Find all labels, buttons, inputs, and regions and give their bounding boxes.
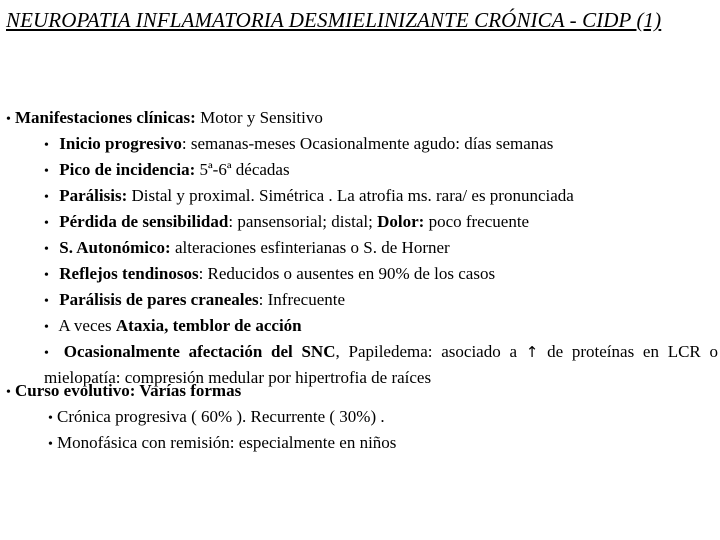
bullet-icon: •: [44, 242, 49, 257]
item-label: Ocasionalmente afectación del SNC: [63, 342, 336, 361]
item-label: Parálisis de pares craneales: [59, 290, 259, 309]
bullet-icon: •: [44, 138, 49, 153]
curso-section: [6, 379, 718, 457]
item-text: , Papiledema: asociado a: [335, 342, 526, 361]
list-item: [6, 132, 718, 158]
item-prefix: A veces: [58, 316, 116, 335]
item-label: Parálisis:: [59, 186, 128, 205]
list-item: [6, 262, 718, 288]
item-label: Ataxia, temblor de acción: [115, 316, 302, 335]
list-item: [6, 158, 718, 184]
arrow-up-icon: ↑: [525, 343, 539, 361]
manifestaciones-label: Manifestaciones clínicas:: [15, 108, 196, 127]
curso-heading: [6, 379, 718, 405]
item-text: alteraciones esfinterianas o S. de Horner: [170, 238, 450, 257]
item-text: : Infrecuente: [258, 290, 346, 309]
bullet-icon: •: [44, 216, 49, 231]
bullet-icon: •: [44, 346, 49, 361]
list-item: [6, 314, 718, 340]
item-text-secondary: poco frecuente: [424, 212, 530, 231]
bullet-icon: •: [48, 437, 53, 452]
bullet-icon: •: [6, 385, 11, 400]
bullet-icon: •: [44, 164, 49, 179]
item-label: Pérdida de sensibilidad: [59, 212, 229, 231]
list-item: [6, 405, 718, 431]
bullet-icon: •: [44, 268, 49, 283]
item-text: Crónica progresiva ( 60% ). Recurrente ( 30%) .: [57, 407, 385, 426]
list-item: [6, 236, 718, 262]
list-item: [6, 184, 718, 210]
bullet-icon: •: [44, 190, 49, 205]
item-label: S. Autonómico:: [59, 238, 171, 257]
item-label: Pico de incidencia:: [59, 160, 196, 179]
item-text: : Reducidos o ausentes en 90% de los casos: [198, 264, 496, 283]
item-text: : pansensorial; distal;: [228, 212, 378, 231]
bullet-icon: •: [48, 411, 53, 426]
item-label: Inicio progresivo: [59, 134, 182, 153]
item-text: 5ª-6ª décadas: [195, 160, 290, 179]
item-text: : semanas-meses Ocasionalmente agudo: días semanas: [181, 134, 554, 153]
list-item: [6, 431, 718, 457]
manifestaciones-heading: [6, 106, 718, 132]
curso-label: Curso evolutivo: Varías formas: [15, 381, 242, 400]
manifestaciones-section: [6, 106, 718, 390]
list-item: [6, 288, 718, 314]
item-text: Distal y proximal. Simétrica . La atrofia ms. rara/ es pronunciada: [127, 186, 574, 205]
bullet-icon: •: [6, 112, 11, 127]
bullet-icon: •: [44, 294, 49, 309]
item-text-after: de proteínas en LCR o mielopatía: compresión medular por hipertrofia de raíces: [44, 342, 719, 387]
item-label: Reflejos tendinosos: [59, 264, 199, 283]
bullet-icon: •: [44, 320, 49, 335]
page-title: NEUROPATIA INFLAMATORIA DESMIELINIZANTE CRÓNICA - CIDP (1): [6, 8, 662, 32]
item-text: Monofásica con remisión: especialmente en niños: [57, 433, 397, 452]
list-item: [6, 210, 718, 236]
manifestaciones-text: Motor y Sensitivo: [195, 108, 323, 127]
item-label-secondary: Dolor:: [377, 212, 425, 231]
